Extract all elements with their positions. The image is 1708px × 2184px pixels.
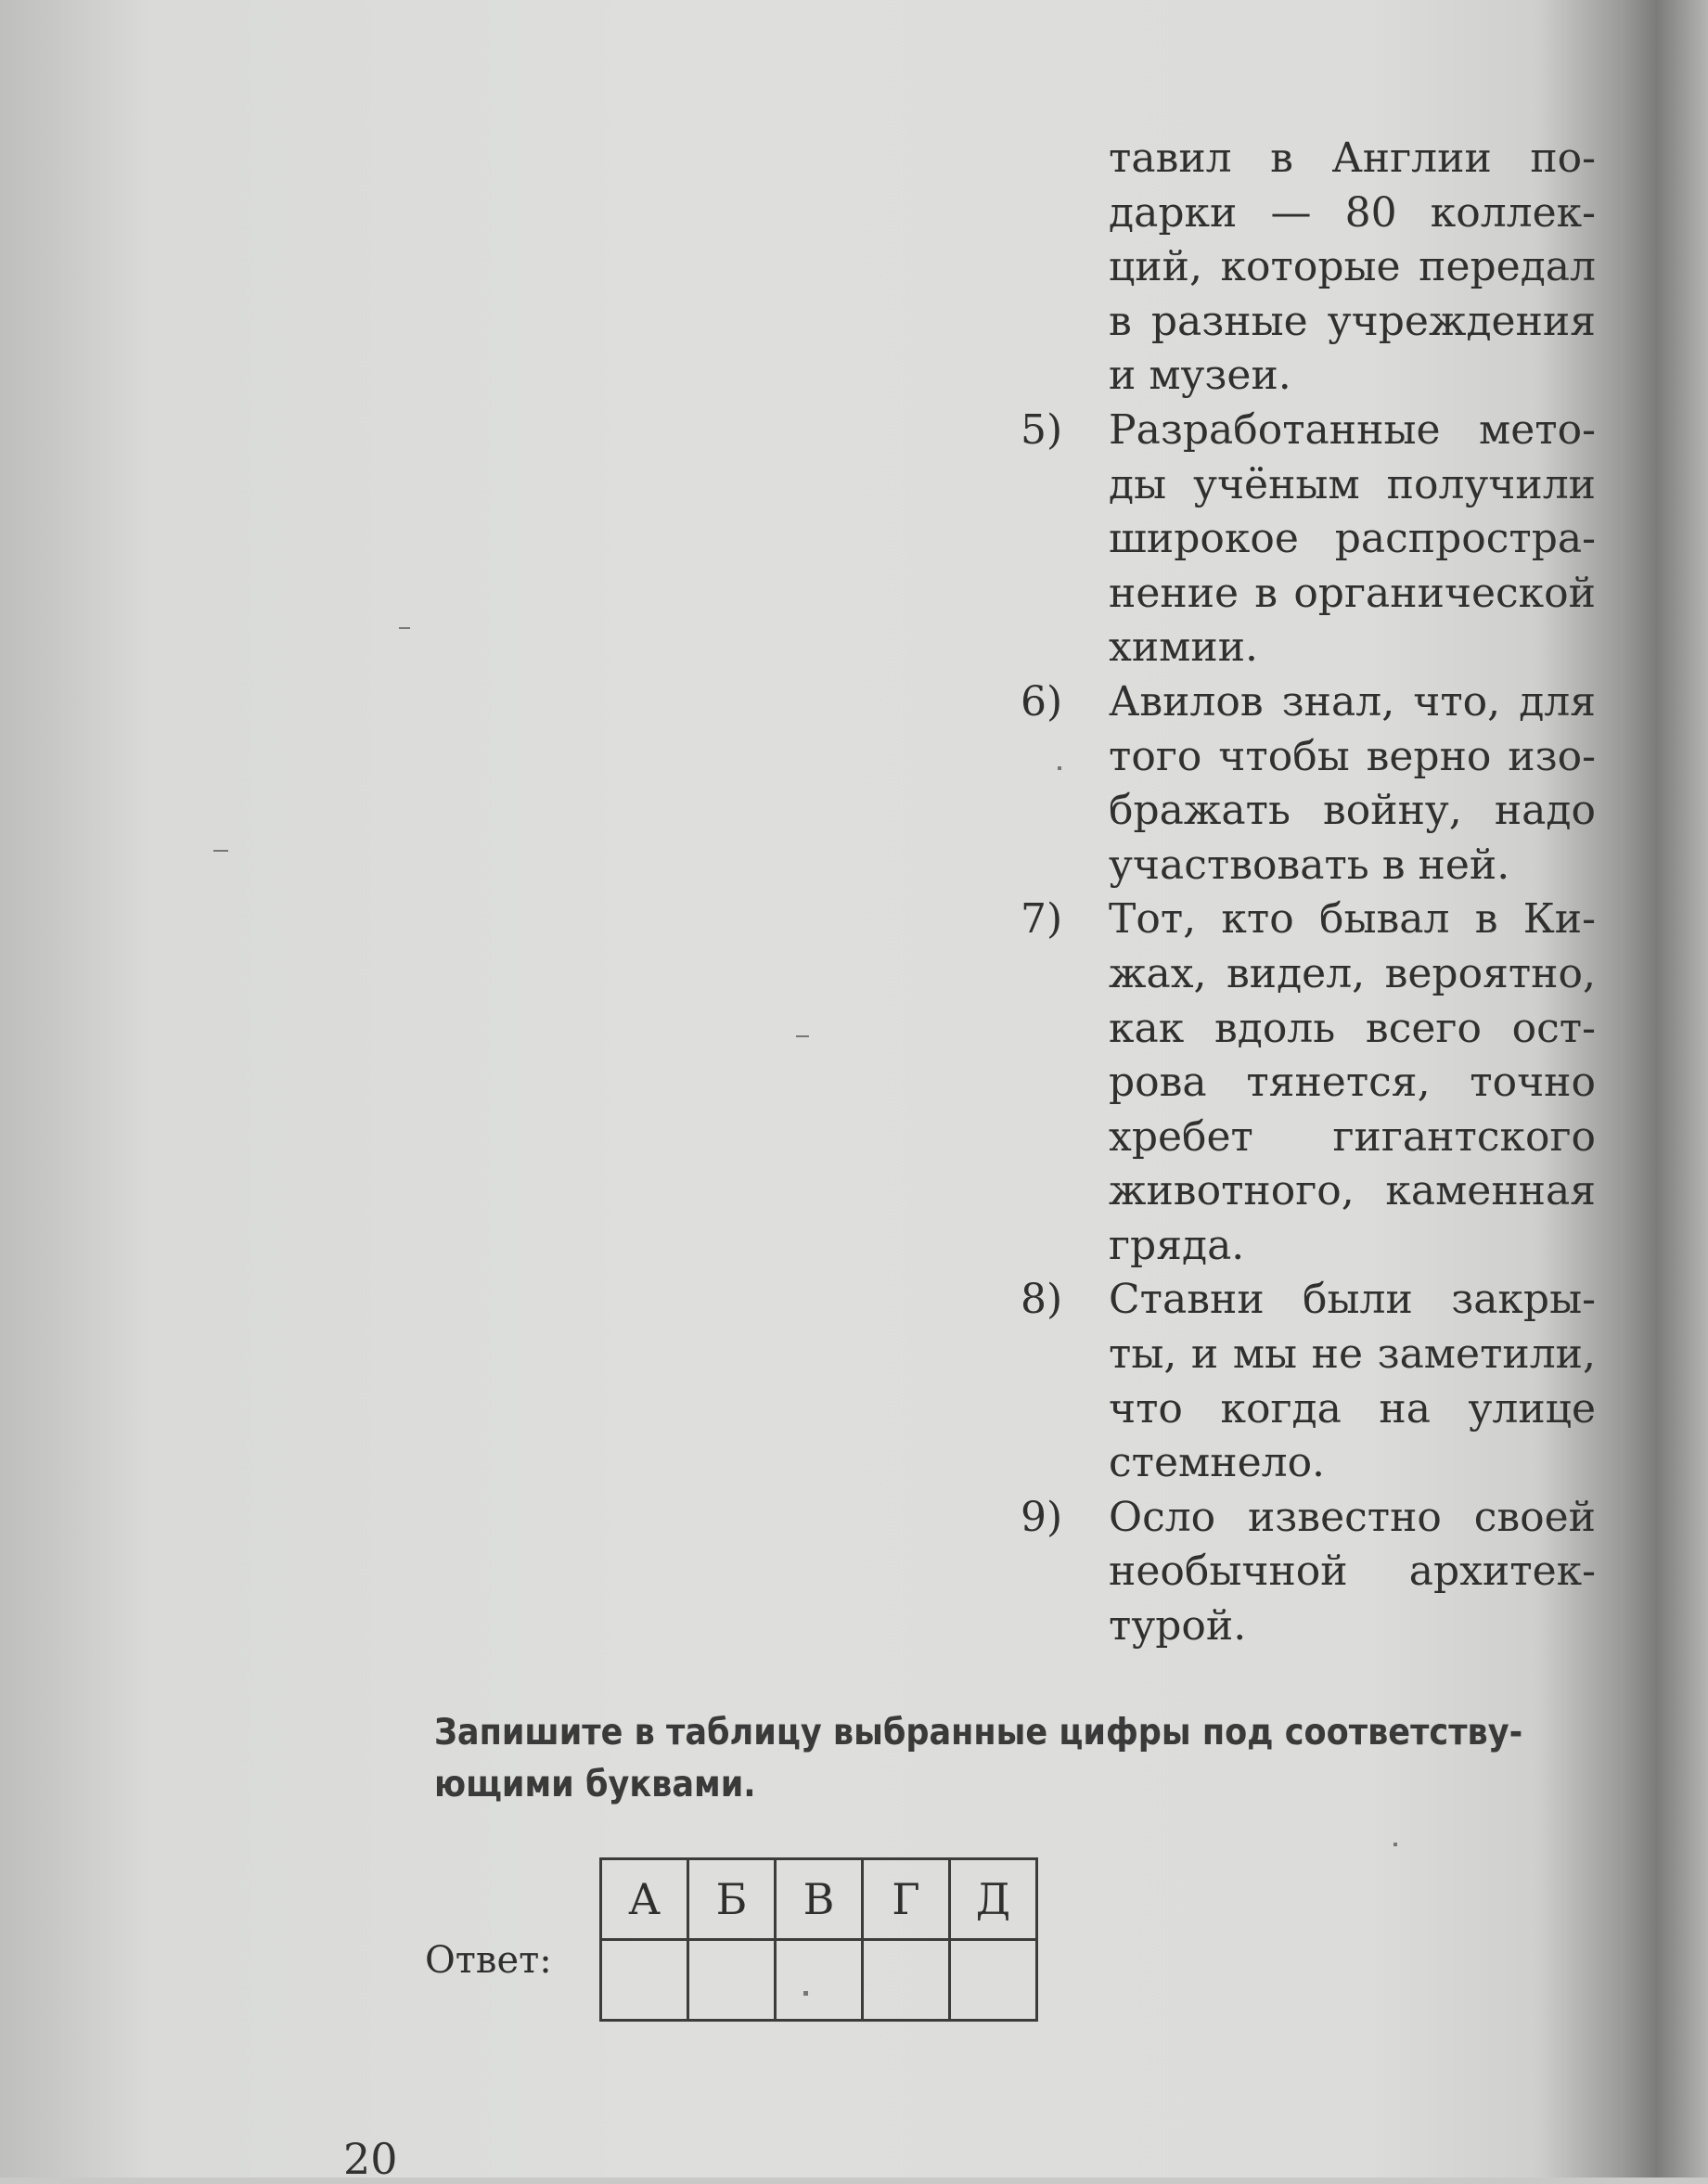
text-line: дарки — 80 коллек- [1109, 188, 1596, 237]
paper-speck [213, 850, 228, 852]
text-line: хребет гигантского [1109, 1112, 1596, 1161]
page-shadow [0, 0, 148, 2178]
paper-speck [796, 1035, 809, 1037]
text-line: стемнело. [1109, 1439, 1326, 1487]
letter-cell-d: Д [950, 1859, 1037, 1940]
text-line: Осло известно своей [1109, 1493, 1596, 1541]
text-line: рова тянется, точно [1109, 1059, 1596, 1107]
text-line: что когда на улице [1109, 1384, 1596, 1432]
text-line: того чтобы верно изо- [1109, 732, 1596, 780]
letter-cell-a: А [601, 1859, 688, 1940]
text-line: животного, каменная [1109, 1167, 1596, 1215]
text-line: Разработанные мето- [1109, 405, 1596, 454]
text-line: тавил в Англии по- [1109, 135, 1596, 182]
text-line: турой. [1109, 1602, 1247, 1651]
answer-table [599, 1857, 1038, 2022]
letter-cell-b: Б [688, 1859, 776, 1940]
item-number: 8) [1021, 1276, 1063, 1324]
text-line: Запишите в таблицу выбранные цифры под соответству- [434, 1712, 1523, 1754]
answer-cell-v[interactable] [776, 1940, 863, 2021]
letters-row [601, 1859, 1037, 1940]
text-line: ты, и мы не заметили, [1109, 1330, 1596, 1379]
paper-speck [1393, 1843, 1397, 1846]
letter-cell-v: В [776, 1859, 863, 1940]
text-line: гряда. [1109, 1221, 1245, 1269]
list-item-7 [1021, 893, 1596, 1273]
text-line: необычной архитек- [1109, 1548, 1596, 1596]
page-number: 20 [343, 2134, 398, 2184]
paper-speck [803, 1991, 808, 1996]
text-line: Ставни были закры- [1109, 1276, 1596, 1324]
item-number: 5) [1021, 405, 1063, 454]
answer-cell-a[interactable] [601, 1940, 688, 2021]
paper-speck [1058, 766, 1061, 770]
text-line: ций, которые передал [1109, 243, 1596, 291]
text-line: химии. [1109, 623, 1259, 672]
text-line: как вдоль всего ост- [1109, 1004, 1596, 1052]
list-item-6 [1021, 675, 1596, 893]
list-item-8 [1021, 1273, 1596, 1490]
text-line: бражать войну, надо [1109, 787, 1596, 835]
text-line: Тот, кто бывал в Ки- [1109, 895, 1596, 944]
list-item-5 [1021, 404, 1596, 675]
sentence-list [1021, 132, 1596, 1654]
text-line: в разные учреждения [1109, 297, 1596, 345]
text-line: ющими буквами. [434, 1764, 756, 1805]
item-number: 9) [1021, 1493, 1063, 1541]
answers-row [601, 1940, 1037, 2021]
text-line: участвовать в ней. [1109, 841, 1510, 889]
answer-cell-b[interactable] [688, 1940, 776, 2021]
text-line: Авилов знал, что, для [1109, 677, 1596, 726]
item-number: 7) [1021, 895, 1063, 944]
list-item-9 [1021, 1491, 1596, 1654]
instruction-text [434, 1707, 1594, 1811]
letter-cell-g: Г [863, 1859, 950, 1940]
item-number: 6) [1021, 677, 1063, 726]
continued-sentence [1021, 132, 1596, 404]
text-line: ды учёным получили [1109, 460, 1596, 508]
text-line: широкое распростра- [1109, 515, 1596, 563]
answer-label: Ответ: [425, 1939, 552, 1982]
text-line: и музеи. [1109, 352, 1291, 400]
continued-text [1109, 132, 1596, 404]
paper-speck [399, 627, 410, 629]
text-line: нение в органической [1109, 569, 1596, 617]
answer-cell-d[interactable] [950, 1940, 1037, 2021]
answer-cell-g[interactable] [863, 1940, 950, 2021]
text-line: жах, видел, вероятно, [1109, 949, 1596, 997]
